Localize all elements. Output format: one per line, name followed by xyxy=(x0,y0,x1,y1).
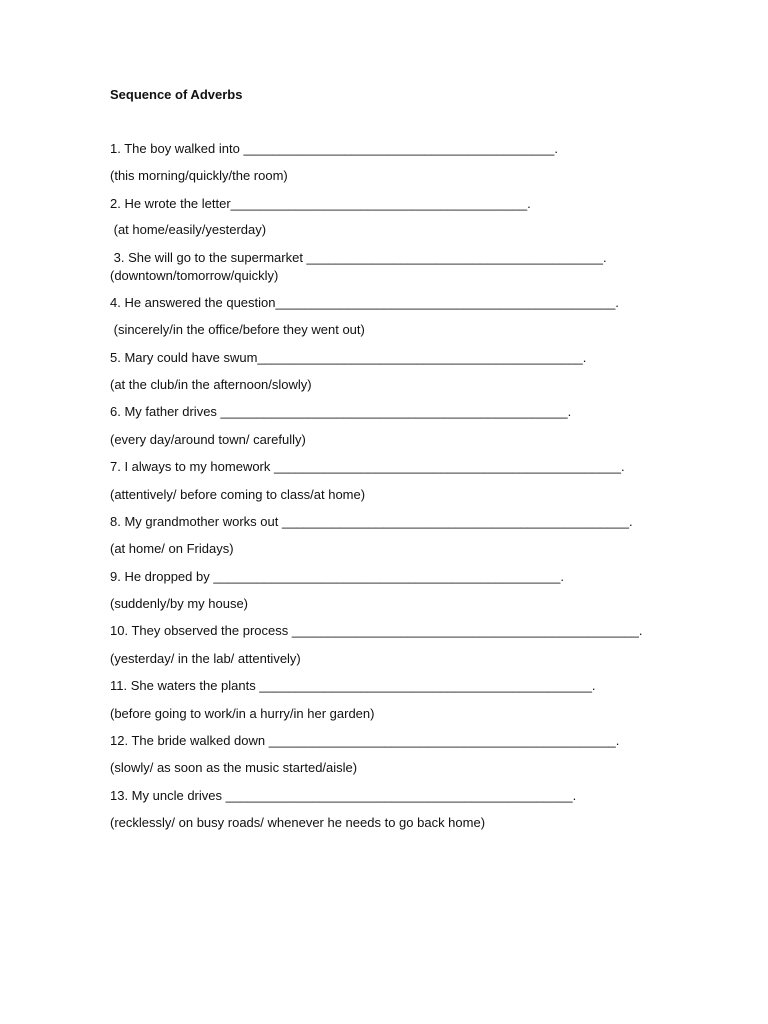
hint-13: (recklessly/ on busy roads/ whenever he needs to go back home) xyxy=(110,815,486,830)
hint-6: (every day/around town/ carefully) xyxy=(110,432,306,447)
question-5: 5. Mary could have swum_____________________________________________. xyxy=(110,350,587,365)
question-4: 4. He answered the question_______________________________________________. xyxy=(110,295,619,310)
hint-9: (suddenly/by my house) xyxy=(110,596,249,611)
question-9: 9. He dropped by ________________________________________________. xyxy=(110,569,564,584)
hint-8: (at home/ on Fridays) xyxy=(110,541,234,556)
question-7: 7. I always to my homework ________________________________________________. xyxy=(110,459,625,474)
hint-3: (downtown/tomorrow/quickly) xyxy=(110,268,279,283)
hint-10: (yesterday/ in the lab/ attentively) xyxy=(110,651,301,666)
hint-4: (sincerely/in the office/before they went out) xyxy=(110,322,365,337)
question-3: 3. She will go to the supermarket _________________________________________. xyxy=(110,250,607,265)
question-8: 8. My grandmother works out ________________________________________________. xyxy=(110,514,633,529)
question-10: 10. They observed the process ________________________________________________. xyxy=(110,623,643,638)
hint-5: (at the club/in the afternoon/slowly) xyxy=(110,377,312,392)
question-13: 13. My uncle drives ________________________________________________. xyxy=(110,788,577,803)
hint-11: (before going to work/in a hurry/in her garden) xyxy=(110,706,375,721)
question-11: 11. She waters the plants ______________________________________________. xyxy=(110,678,596,693)
hint-12: (slowly/ as soon as the music started/aisle) xyxy=(110,760,358,775)
hint-1: (this morning/quickly/the room) xyxy=(110,168,288,183)
question-1: 1. The boy walked into ___________________________________________. xyxy=(110,141,558,156)
page-title: Sequence of Adverbs xyxy=(110,87,243,102)
hint-7: (attentively/ before coming to class/at home) xyxy=(110,487,366,502)
question-12: 12. The bride walked down ________________________________________________. xyxy=(110,733,620,748)
question-2: 2. He wrote the letter_________________________________________. xyxy=(110,196,531,211)
question-6: 6. My father drives ________________________________________________. xyxy=(110,404,572,419)
hint-2: (at home/easily/yesterday) xyxy=(110,222,267,237)
